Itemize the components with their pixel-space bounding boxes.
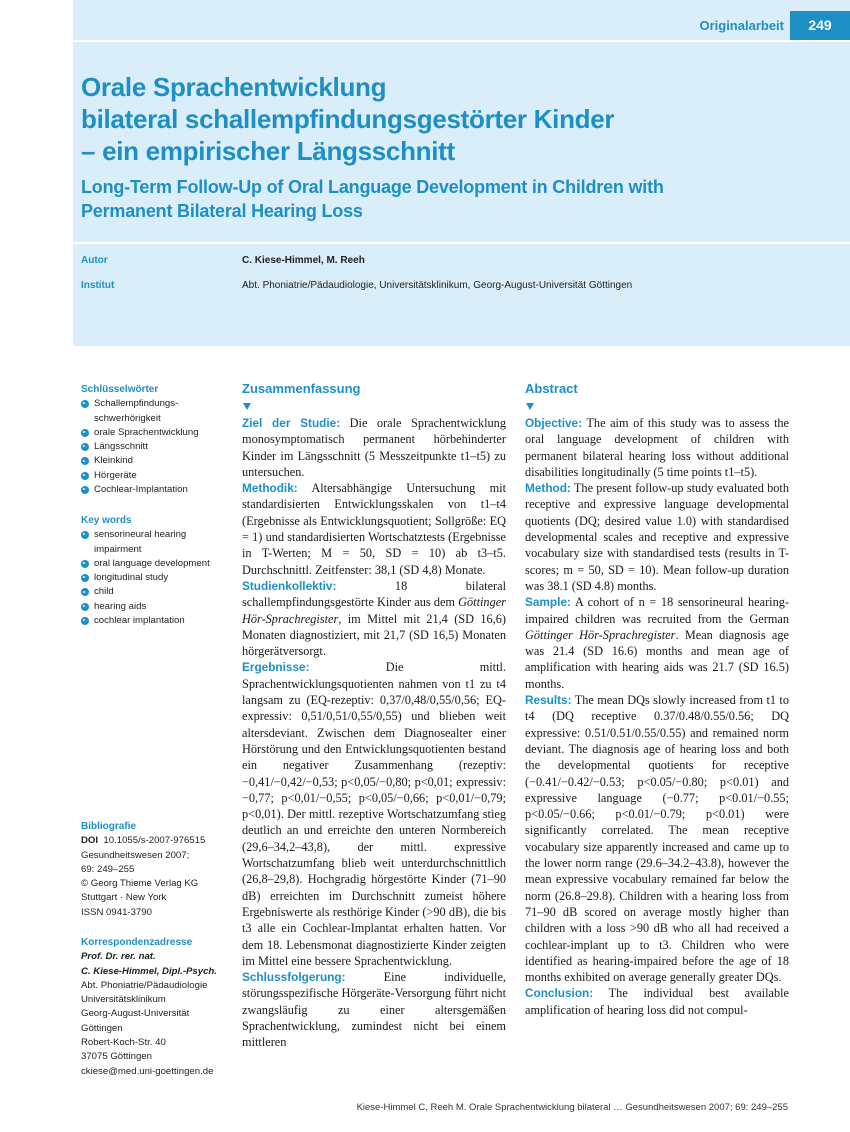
corr-name: C. Kiese-Himmel, Dipl.-Psych. bbox=[81, 965, 217, 977]
keyword-text: Cochlear-Implantation bbox=[94, 484, 188, 496]
abstract-section bbox=[242, 415, 506, 480]
arrow-bullet-icon bbox=[81, 486, 89, 494]
doi-label: DOI bbox=[81, 835, 99, 847]
arrow-bullet-icon bbox=[81, 603, 89, 611]
section-text: The aim of this study was to assess the oral language development of children with permanent bilateral hearing loss without additional disabilities longitudinally (5 time points t1–t5). bbox=[525, 416, 789, 479]
keyword-text: Hörgeräte bbox=[94, 469, 137, 481]
keyword-item bbox=[81, 614, 231, 628]
abstract-heading: Abstract bbox=[525, 381, 578, 396]
keyword-item bbox=[81, 600, 231, 614]
keywords-en-title: Key words bbox=[81, 515, 132, 526]
arrow-bullet-icon bbox=[81, 588, 89, 596]
section-label-method: Method: bbox=[525, 481, 571, 496]
arrow-bullet-icon bbox=[81, 400, 89, 408]
section-text: Die mittl. Sprachentwicklungsquotienten nahmen von t1 zu t4 langsam zu (EQ-rezeptiv: 0,37/0,48/0,55/0,56; EQ-expressiv: 0,51/0,51/0,55/0,55) und blieben weit altersdeviant. Zwischen dem Diagnosealter einer Hörstörung und den Entwicklungsquotienten bestand ein negativer Zusammenhang (rezeptiv: −0,41/−0,42/−0,53; p<0,05/−0,80; p<0,01; expressiv: −0,77; p<0,01/−0,55; p<0,05/−0,66; p<0,01/−0,79; p<0,01). Der mittl. rezeptive Wortschatzumfang stieg deutlich an und erreichte den unteren Normbereich (29,6–34,2–43,8), der mittl. expressive Wortschatzumfang blieb weit unterdurchschnittlich (26,8–29,8). Hochgradig hörgestörte Kinder (71–90 dB) erreichten im Durchschnitt zumeist höhere Ergebniswerte als resthörige Kinder (>90 dB), die bis t3 alle ein Cochlear-Implantat erhalten hatten. Vor dem 18. Lebensmonat diagnostizierte Kinder zeigten im Mittel eine bessere Sprachentwicklung. bbox=[242, 660, 506, 968]
corr-line: Georg-August-Universität bbox=[81, 1008, 190, 1020]
title-line: bilateral schallempfindungsgestörter Kinder bbox=[81, 104, 615, 134]
title-line: – ein empirischer Längsschnitt bbox=[81, 136, 455, 166]
title-line: Orale Sprachentwicklung bbox=[81, 72, 387, 102]
section-label-results: Results: bbox=[525, 693, 572, 708]
keyword-text: orale Sprachentwicklung bbox=[94, 426, 199, 438]
keywords-de-title: Schlüsselwörter bbox=[81, 384, 159, 395]
header-divider-top bbox=[73, 40, 850, 42]
abstract-section bbox=[525, 480, 789, 594]
biblio-line: © Georg Thieme Verlag KG bbox=[81, 878, 199, 890]
abstract-section bbox=[242, 659, 506, 969]
keywords-en-list bbox=[81, 528, 231, 628]
keyword-item bbox=[81, 397, 231, 426]
keyword-text: oral language development bbox=[94, 557, 210, 569]
biblio-title: Bibliografie bbox=[81, 821, 137, 832]
section-text: Altersabhängige Untersuchung mit standardisierten Entwicklungsskalen von t1–t4 (Ergebnisse als Entwicklungsquotient; Sollgröße: EQ = 1) und standardisierten Wortschatztests (Ergebnisse in T-Werten; M = 50, SD = 10) ab t3–t5. Durchschnittl. Zeitfenster: 38,1 (SD 4,8) Monate. bbox=[242, 481, 506, 577]
page-number: 249 bbox=[790, 11, 850, 40]
section-text: . Mean diagnosis age was 21.4 (SD 16.6) months and mean age of amplification with hearing aids was 21.7 (SD 16.5) months. bbox=[525, 627, 789, 691]
keyword-text: sensorineural hearing bbox=[94, 529, 187, 541]
subtitle-line: Long-Term Follow-Up of Oral Language Development in Children with bbox=[81, 177, 664, 197]
section-text: The individual best available amplification of hearing loss did not compul- bbox=[525, 986, 789, 1017]
arrow-bullet-icon bbox=[81, 617, 89, 625]
keyword-item bbox=[81, 528, 231, 557]
biblio-line: Stuttgart · New York bbox=[81, 892, 167, 904]
section-label-conclusion: Schlussfolgerung: bbox=[242, 970, 346, 985]
arrow-bullet-icon bbox=[81, 560, 89, 568]
keyword-text: longitudinal study bbox=[94, 572, 169, 584]
keyword-item bbox=[81, 469, 231, 483]
keyword-text: Schallempfindungs- bbox=[94, 398, 179, 410]
arrow-bullet-icon bbox=[81, 531, 89, 539]
down-arrow-icon bbox=[526, 403, 534, 410]
keywords-en bbox=[81, 514, 231, 628]
section-label-objective: Objective: bbox=[525, 416, 583, 430]
section-label-objective: Ziel der Studie: bbox=[242, 416, 341, 430]
section-text: Die orale Sprachentwicklung monosymptomatisch permanent hörbehinderter Kinder im Längsschnitt (5 Messzeitpunkte t1–t5) zu untersuchen. bbox=[242, 416, 506, 479]
header-band bbox=[73, 0, 850, 346]
section-label: Originalarbeit bbox=[699, 18, 784, 33]
corr-name: Prof. Dr. rer. nat. bbox=[81, 951, 156, 963]
arrow-bullet-icon bbox=[81, 457, 89, 465]
registry-name: Göttinger Hör-Sprachregister bbox=[242, 595, 506, 626]
footer-citation: Kiese-Himmel C, Reeh M. Orale Sprachentwicklung bilateral … Gesundheitswesen 2007; 69: 249–255 bbox=[356, 1102, 788, 1113]
section-text: A cohort of n = 18 sensorineural hearing-impaired children was recruited from the German bbox=[525, 595, 789, 626]
section-label-results: Ergebnisse: bbox=[242, 660, 310, 675]
corr-line: Robert-Koch-Str. 40 bbox=[81, 1037, 166, 1049]
keyword-text: cochlear implantation bbox=[94, 615, 185, 627]
article-title bbox=[81, 71, 781, 167]
corr-line: Abt. Phoniatrie/Pädaudiologie bbox=[81, 979, 208, 991]
keyword-item bbox=[81, 426, 231, 440]
corr-title: Korrespondenzadresse bbox=[81, 937, 193, 948]
biblio-line: Gesundheitswesen 2007; bbox=[81, 849, 190, 861]
abstract-section bbox=[525, 415, 789, 480]
corr-line: Göttingen bbox=[81, 1022, 123, 1034]
keyword-item bbox=[81, 483, 231, 497]
abstract-body bbox=[525, 415, 789, 1018]
doi-line bbox=[81, 834, 231, 848]
corr-email[interactable]: ckiese@med.uni-goettingen.de bbox=[81, 1065, 214, 1077]
keyword-text: Kleinkind bbox=[94, 455, 133, 467]
abstract-section bbox=[525, 985, 789, 1018]
abstract-section bbox=[525, 594, 789, 692]
section-text: The present follow-up study evaluated both receptive and expressive language developmental quotients (DQ; desired value 1.0) with standardised developmental scales and receptive and expressive vocabulary size with standardised tests (results in T-scores; m = 50, SD = 10). Mean follow-up duration was 38.1 (SD 4.8) months. bbox=[525, 481, 789, 593]
header-divider-bottom bbox=[73, 242, 850, 244]
arrow-bullet-icon bbox=[81, 472, 89, 480]
article-subtitle bbox=[81, 175, 781, 223]
section-text: , im Mittel mit 21,4 (SD 16,6) Monaten diagnostiziert, mit 21,7 (SD 16,5) Monaten hörgerätversorgt. bbox=[242, 611, 506, 659]
keyword-item bbox=[81, 585, 231, 599]
abstract-section bbox=[242, 578, 506, 659]
authors: C. Kiese-Himmel, M. Reeh bbox=[242, 255, 365, 266]
biblio-line: 69: 249–255 bbox=[81, 863, 135, 875]
keyword-item bbox=[81, 454, 231, 468]
section-text: The mean DQs slowly increased from t1 to t4 (DQ receptive 0.37/0.48/0.55/0.56; DQ expressive: 0.51/0.51/0.55/0.55) and remained norm deviant. The diagnosis age of hearing loss and both the developmental quotients for receptive (−0.41/−0.42/−0.53; p<0.05/−0.80; p<0.01) and expressive language (−0.77; p<0.01/−0.55; p<0.05/−0.66; p<0.01/−0.79; p<0.01) were significantly correlated. The mean receptive vocabulary size apparently increased and came up to the lower norm range (29.6–34.2–43.8), however the mean expressive vocabulary remained far below the norm (26.8–29.8). Children with a hearing loss from 71–90 dB scored on average mostly higher than children with a loss >90 dB who all had received a cochlear-implant up to t3. Children who were identified as hearing-impaired before the age of 18 months exhibited on average generally greater DQs. bbox=[525, 693, 789, 985]
keyword-item bbox=[81, 571, 231, 585]
corr-line: 37075 Göttingen bbox=[81, 1051, 152, 1063]
section-text: 18 bilateral schallempfindungsgestörte Kinder aus dem bbox=[242, 578, 507, 610]
abstract-section bbox=[242, 969, 506, 1050]
down-arrow-icon bbox=[243, 403, 251, 410]
correspondence bbox=[81, 936, 231, 1079]
keywords-de bbox=[81, 383, 231, 497]
registry-name: Göttinger Hör-Sprachregister bbox=[525, 627, 676, 642]
doi[interactable]: 10.1055/s-2007-976515 bbox=[103, 835, 206, 847]
keyword-item bbox=[81, 557, 231, 571]
zusammenfassung-heading: Zusammenfassung bbox=[242, 381, 361, 396]
abstract-section bbox=[242, 480, 506, 578]
institute-label: Institut bbox=[81, 280, 115, 291]
keyword-text: Längsschnitt bbox=[94, 441, 148, 453]
arrow-bullet-icon bbox=[81, 429, 89, 437]
section-label-conclusion: Conclusion: bbox=[525, 986, 594, 1001]
author-label: Autor bbox=[81, 255, 108, 266]
arrow-bullet-icon bbox=[81, 574, 89, 582]
section-label-sample: Studienkollektiv: bbox=[242, 578, 337, 593]
abstract-section bbox=[525, 692, 789, 985]
keyword-item bbox=[81, 440, 231, 454]
keyword-text: impairment bbox=[94, 543, 142, 555]
subtitle-line: Permanent Bilateral Hearing Loss bbox=[81, 201, 363, 221]
keyword-text: hearing aids bbox=[94, 600, 147, 612]
corr-line: Universitätsklinikum bbox=[81, 994, 166, 1006]
section-label-method: Methodik: bbox=[242, 481, 298, 496]
section-label-sample: Sample: bbox=[525, 595, 571, 610]
institute: Abt. Phoniatrie/Pädaudiologie, Universitätsklinikum, Georg-August-Universität Göttingen bbox=[242, 280, 633, 291]
section-text: Eine individuelle, störungsspezifische Hörgeräte-Versorgung führt nicht zwangsläufig zu einer altersgemäßen Sprachentwicklung, zumindest nicht bei einem mittleren bbox=[242, 970, 506, 1050]
keyword-text: schwerhörigkeit bbox=[94, 412, 161, 424]
keyword-text: child bbox=[94, 586, 114, 598]
biblio-line: ISSN 0941-3790 bbox=[81, 906, 152, 918]
arrow-bullet-icon bbox=[81, 443, 89, 451]
bibliography bbox=[81, 820, 231, 920]
keywords-de-list bbox=[81, 397, 231, 497]
zusammenfassung-body bbox=[242, 415, 506, 1051]
